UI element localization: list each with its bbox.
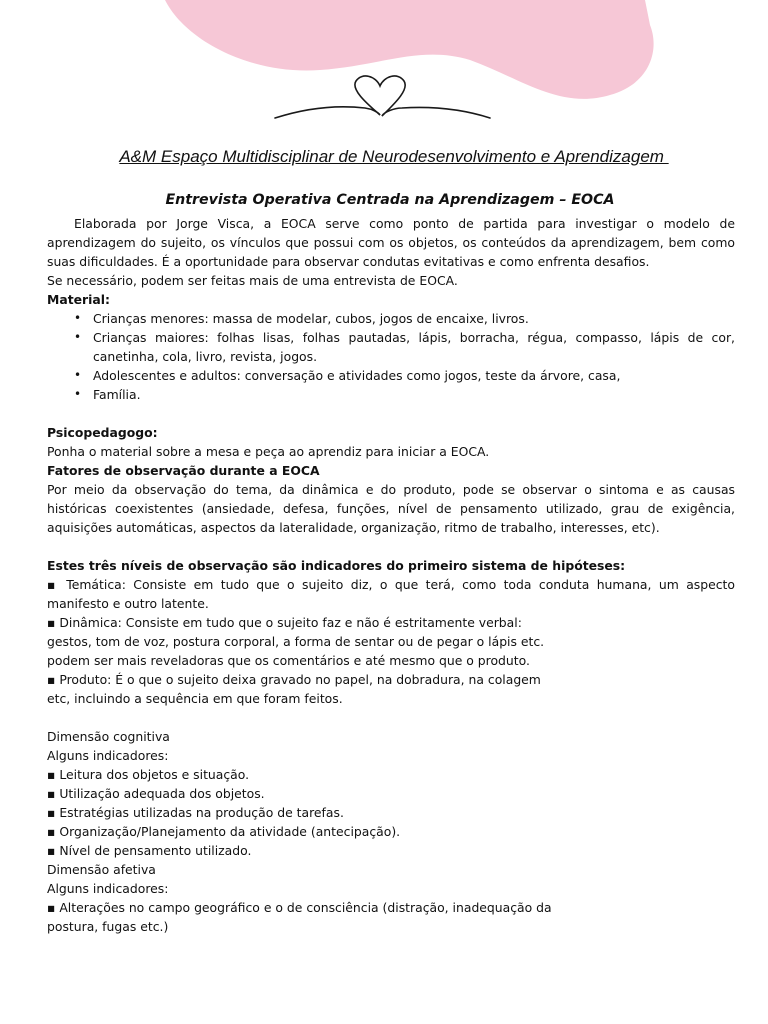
list-item: ▪ Nível de pensamento utilizado. — [47, 843, 252, 858]
material-heading: Material: — [47, 292, 110, 307]
fatores-text: Por meio da observação do tema, da dinâmica e do produto, pode se observar o sintoma e as causas históricas coexistentes (ansiedade, defesa, funções, nível de pensamento utilizado, grau de exigência, aquisições automáticas, aspectos da lateralidade, organização, ritmo de trabalho, interesses, etc). — [47, 482, 735, 535]
niveis-dinamica-cont: podem ser mais reveladoras que os comentários e até mesmo que o produto. — [47, 653, 530, 668]
list-item: • Família. — [74, 387, 141, 402]
list-item: ▪ Utilização adequada dos objetos. — [47, 786, 265, 801]
niveis-heading: Estes três níveis de observação são indicadores do primeiro sistema de hipóteses: — [47, 558, 626, 573]
list-item: ▪ Organização/Planejamento da atividade (antecipação). — [47, 824, 401, 839]
cognitiva-heading: Dimensão cognitiva — [47, 729, 170, 744]
doc-title: Entrevista Operativa Centrada na Aprendizagem – EOCA — [165, 192, 615, 208]
main-title: A&M Espaço Multidisciplinar de Neurodesenvolvimento e Aprendizagem — [119, 147, 669, 166]
list-item: ▪ Leitura dos objetos e situação. — [47, 767, 250, 782]
afetiva-heading: Dimensão afetiva — [47, 862, 156, 877]
list-item: ▪ Estratégias utilizadas na produção de tarefas. — [47, 805, 344, 820]
niveis-produto-cont: etc, incluindo a sequência em que foram feitos. — [47, 691, 343, 706]
intro-paragraph: Elaborada por Jorge Visca, a EOCA serve como ponto de partida para investigar o modelo de aprendizagem do sujeito, os vínculos que possui com os objetos, os conteúdos da aprendizagem, bem como suas dificuldades. É a oportunidade para observar condutas evitativas e como enfrenta desafios. — [47, 216, 735, 269]
cognitiva-sub: Alguns indicadores: — [47, 748, 169, 763]
bullet-icon: • — [74, 330, 82, 344]
niveis-dinamica: ▪ Dinâmica: Consiste em tudo que o sujeito faz e não é estritamente verbal: — [47, 615, 522, 630]
niveis-tematica: ▪ Temática: Consiste em tudo que o sujeito diz, o que terá, como toda conduta humana, um aspecto manifesto e outro latente. — [47, 577, 735, 611]
heart-line-icon — [270, 68, 494, 126]
list-item: ▪ Alterações no campo geográfico e o de consciência (distração, inadequação da — [47, 900, 552, 915]
document-body — [47, 214, 735, 936]
psico-text: Ponha o material sobre a mesa e peça ao aprendiz para iniciar a EOCA. — [47, 444, 490, 459]
psico-heading: Psicopedagogo: — [47, 425, 158, 440]
bullet-icon: • — [74, 368, 82, 382]
fatores-heading: Fatores de observação durante a EOCA — [47, 463, 320, 478]
afetiva-sub: Alguns indicadores: — [47, 881, 169, 896]
list-item: • Crianças maiores: folhas lisas, folhas pautadas, lápis, borracha, régua, compasso, lápis de cor, canetinha, cola, livro, revista, jogos. — [74, 330, 735, 364]
list-item: • Adolescentes e adultos: conversação e atividades como jogos, teste da árvore, casa, — [74, 368, 621, 383]
niveis-produto: ▪ Produto: É o que o sujeito deixa gravado no papel, na dobradura, na colagem — [47, 672, 541, 687]
list-item: • Crianças menores: massa de modelar, cubos, jogos de encaixe, livros. — [74, 311, 529, 326]
intro-note: Se necessário, podem ser feitas mais de uma entrevista de EOCA. — [47, 273, 458, 288]
niveis-dinamica-cont: gestos, tom de voz, postura corporal, a forma de sentar ou de pegar o lápis etc. — [47, 634, 545, 649]
bullet-icon: • — [74, 387, 82, 401]
list-item-cont: postura, fugas etc.) — [47, 919, 169, 934]
bullet-icon: • — [74, 311, 82, 325]
material-list — [47, 309, 735, 404]
